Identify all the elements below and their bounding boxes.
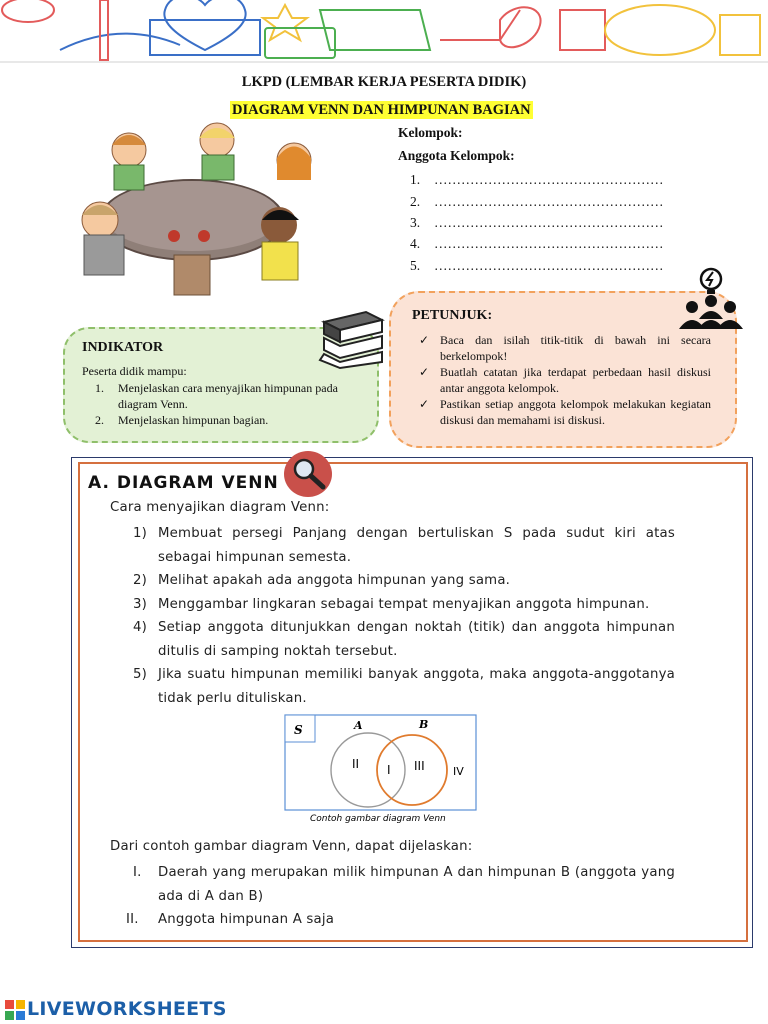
b-label: B — [419, 718, 429, 731]
venn-caption: Contoh gambar diagram Venn — [310, 814, 446, 824]
member-line-4[interactable]: 4. …………………………………………… — [410, 236, 664, 251]
check-icon: ✓ — [419, 397, 430, 411]
indikator-item: 2. Menjelaskan himpunan bagian. — [95, 413, 269, 427]
section-a-title: A. DIAGRAM VENN — [88, 473, 279, 493]
check-icon: ✓ — [419, 365, 430, 379]
s-label: S — [294, 723, 303, 737]
indikator-title: INDIKATOR — [82, 340, 164, 355]
liveworksheets-logo-icon — [5, 1000, 25, 1020]
member-line-5[interactable]: 5. …………………………………………… — [410, 258, 664, 273]
liveworksheets-logo-text[interactable]: LIVEWORKSHEETS — [27, 998, 227, 1020]
petunjuk-item: ✓ Pastikan setiap anggota kelompok melakukan kegiatan diskusi dan memahami isi diskusi. — [419, 397, 711, 427]
region-2-label: II — [352, 757, 360, 771]
member-line-3[interactable]: 3. …………………………………………… — [410, 215, 664, 230]
member-line-1[interactable]: 1. …………………………………………… — [410, 172, 664, 187]
group-discussion-illustration — [74, 120, 324, 310]
venn-diagram — [282, 713, 482, 825]
region-3-label: III — [414, 759, 425, 773]
anggota-label: Anggota Kelompok: — [398, 148, 515, 163]
section-a-intro: Cara menyajikan diagram Venn: — [110, 500, 330, 515]
region-explanation: I. Daerah yang merupakan milik himpunan A dan himpunan B (anggota yang ada di A dan B) — [133, 865, 675, 904]
step-item: 1) Membuat persegi Panjang dengan bertuliskan S pada sudut kiri atas sebagai himpunan semesta. — [133, 526, 675, 565]
step-item: 4) Setiap anggota ditunjukkan dengan noktah (titik) dan anggota himpunan ditulis di samping noktah tersebut. — [133, 620, 675, 659]
indikator-intro: Peserta didik mampu: — [82, 364, 187, 378]
decorative-banner — [0, 0, 768, 70]
step-item: 5) Jika suatu himpunan memiliki banyak anggota, maka anggota-anggotanya tidak perlu dituliskan. — [133, 667, 675, 706]
check-icon: ✓ — [419, 333, 430, 347]
explain-intro: Dari contoh gambar diagram Venn, dapat dijelaskan: — [110, 839, 473, 854]
a-label: A — [354, 719, 363, 732]
region-4-label: IV — [453, 765, 464, 778]
petunjuk-title: PETUNJUK: — [412, 308, 493, 323]
page-subtitle: DIAGRAM VENN DAN HIMPUNAN BAGIAN — [232, 102, 531, 118]
step-item: 2) Melihat apakah ada anggota himpunan yang sama. — [133, 573, 511, 588]
region-1-label: I — [387, 763, 391, 777]
page-title: LKPD (LEMBAR KERJA PESERTA DIDIK) — [241, 74, 527, 90]
books-icon — [318, 308, 386, 370]
petunjuk-item: ✓ Baca dan isilah titik-titik di bawah ini secara berkelompok! — [419, 333, 711, 363]
indikator-item: 1. Menjelaskan cara menyajikan himpunan pada diagram Venn. — [95, 381, 338, 411]
petunjuk-item: ✓ Buatlah catatan jika terdapat perbedaan hasil diskusi antar anggota kelompok. — [419, 365, 711, 395]
kelompok-label: Kelompok: — [398, 125, 463, 140]
member-line-2[interactable]: 2. …………………………………………… — [410, 194, 664, 209]
step-item: 3) Menggambar lingkaran sebagai tempat menyajikan anggota himpunan. — [133, 597, 650, 612]
magnifier-icon — [283, 450, 333, 498]
team-idea-icon — [678, 267, 744, 331]
region-explanation: II. Anggota himpunan A saja — [126, 912, 335, 927]
